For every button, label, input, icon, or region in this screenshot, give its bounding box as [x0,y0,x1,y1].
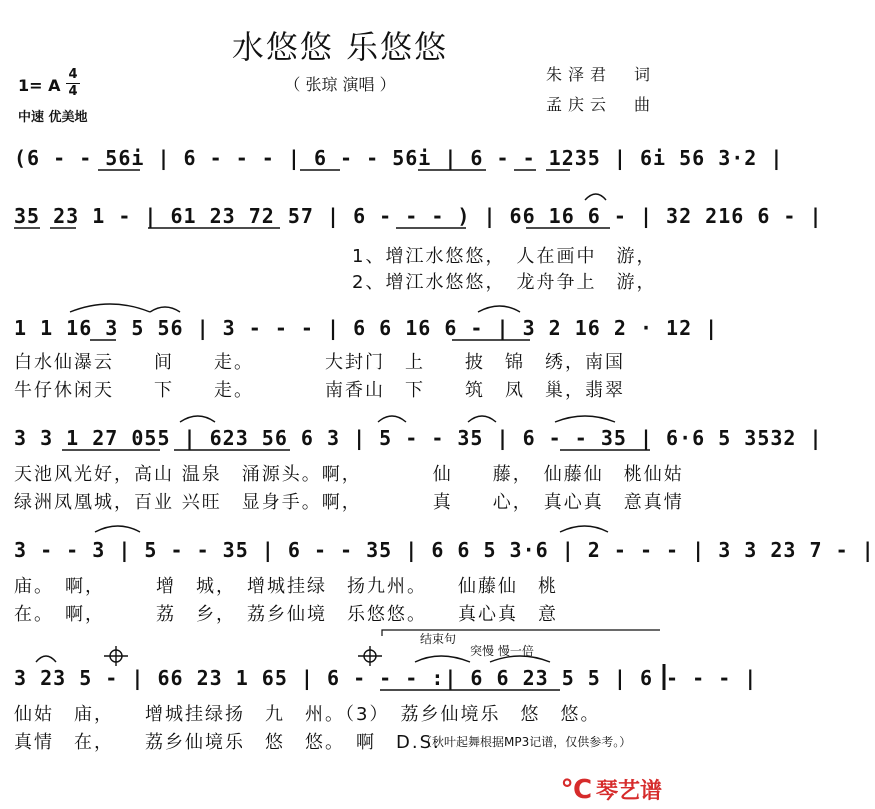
lyrics-row-5-verse-1: 庙。 啊， 增 城， 增城挂绿 扬九州。 仙藤仙 桃 [14,576,558,597]
lyrics-row-6-verse-2: 真情 在， 荔乡仙境乐 悠 悠。 啊 D.S. [14,732,441,753]
logo-mark-icon: ℃ [560,775,592,805]
lyrics-row-3-verse-1: 白水仙瀑云 间 走。 大封门 上 披 锦 绣，南国 [14,352,625,373]
notation-row-4: 3 3 1 27 055 | 623 56 6 3 | 5 - - 35 | 6 - - 35 | 6·6 5 3532 | [14,426,823,450]
coda-signs [104,646,382,666]
lyricist-credit: 朱泽君 词 [545,65,656,84]
notation-row-3: 1 1 16 3 5 56 | 3 - - - | 6 6 16 6 - | 3 2 16 2 · 12 | [14,316,719,340]
song-title: 水悠悠 乐悠悠 [231,28,449,66]
notation-row-6: 3 23 5 - | 66 23 1 65 | 6 - - - :| 6 6 23 5 5 | 6 - - - | [14,666,758,690]
lyrics-row-2-verse-1: 1、增江水悠悠， 人在画中 游， [352,246,657,267]
lyrics-row-4-verse-2: 绿洲凤凰城，百业 兴旺 显身手。啊， 真 心， 真心真 意真情 [14,492,684,513]
lyrics-row-3-verse-2: 牛仔休闲天 下 走。 南香山 下 筑 凤 巢，翡翠 [14,380,625,401]
ending-label: 结束句 [420,632,457,646]
notation-row-5: 3 - - 3 | 5 - - 35 | 6 - - 35 | 6 6 5 3·6 | 2 - - - | 3 3 23 7 - | [14,538,875,562]
transcription-note: （秋叶起舞根据MP3记谱，仅供参考。） [420,735,632,749]
lyrics-row-6-verse-1: 仙姑 庙， 增城挂绿扬 九 州。（3） 荔乡仙境乐 悠 悠。 [14,704,601,725]
lyrics-row-5-verse-2: 在。 啊， 荔 乡， 荔乡仙境 乐悠悠。 真心真 意 [14,604,558,625]
lyrics-row-2-verse-2: 2、增江水悠悠， 龙舟争上 游， [352,272,657,293]
ending-instruction: 突慢 慢一倍 [470,644,534,658]
time-signature: 4 4 [66,68,80,99]
tempo-marking: 中速 优美地 [18,110,88,125]
notation-row-1: (6 - - 56i | 6 - - - | 6 - - 56i | 6 - - 1235 | 6i 56 3·2 | [14,146,784,170]
notation-row-2: 35 23 1 - | 61 23 72 57 | 6 - - - ) | 66 16 6 - | 32 216 6 - | [14,204,823,228]
singer-credit: （ 张琼 演唱 ） [284,75,396,94]
composer-credit: 孟庆云 曲 [545,95,656,114]
site-logo: ℃ 琴艺谱 [560,775,662,805]
key-signature: 1= A [18,76,61,95]
lyrics-row-4-verse-1: 天池风光好，高山 温泉 涌源头。啊， 仙 藤， 仙藤仙 桃仙姑 [14,464,684,485]
